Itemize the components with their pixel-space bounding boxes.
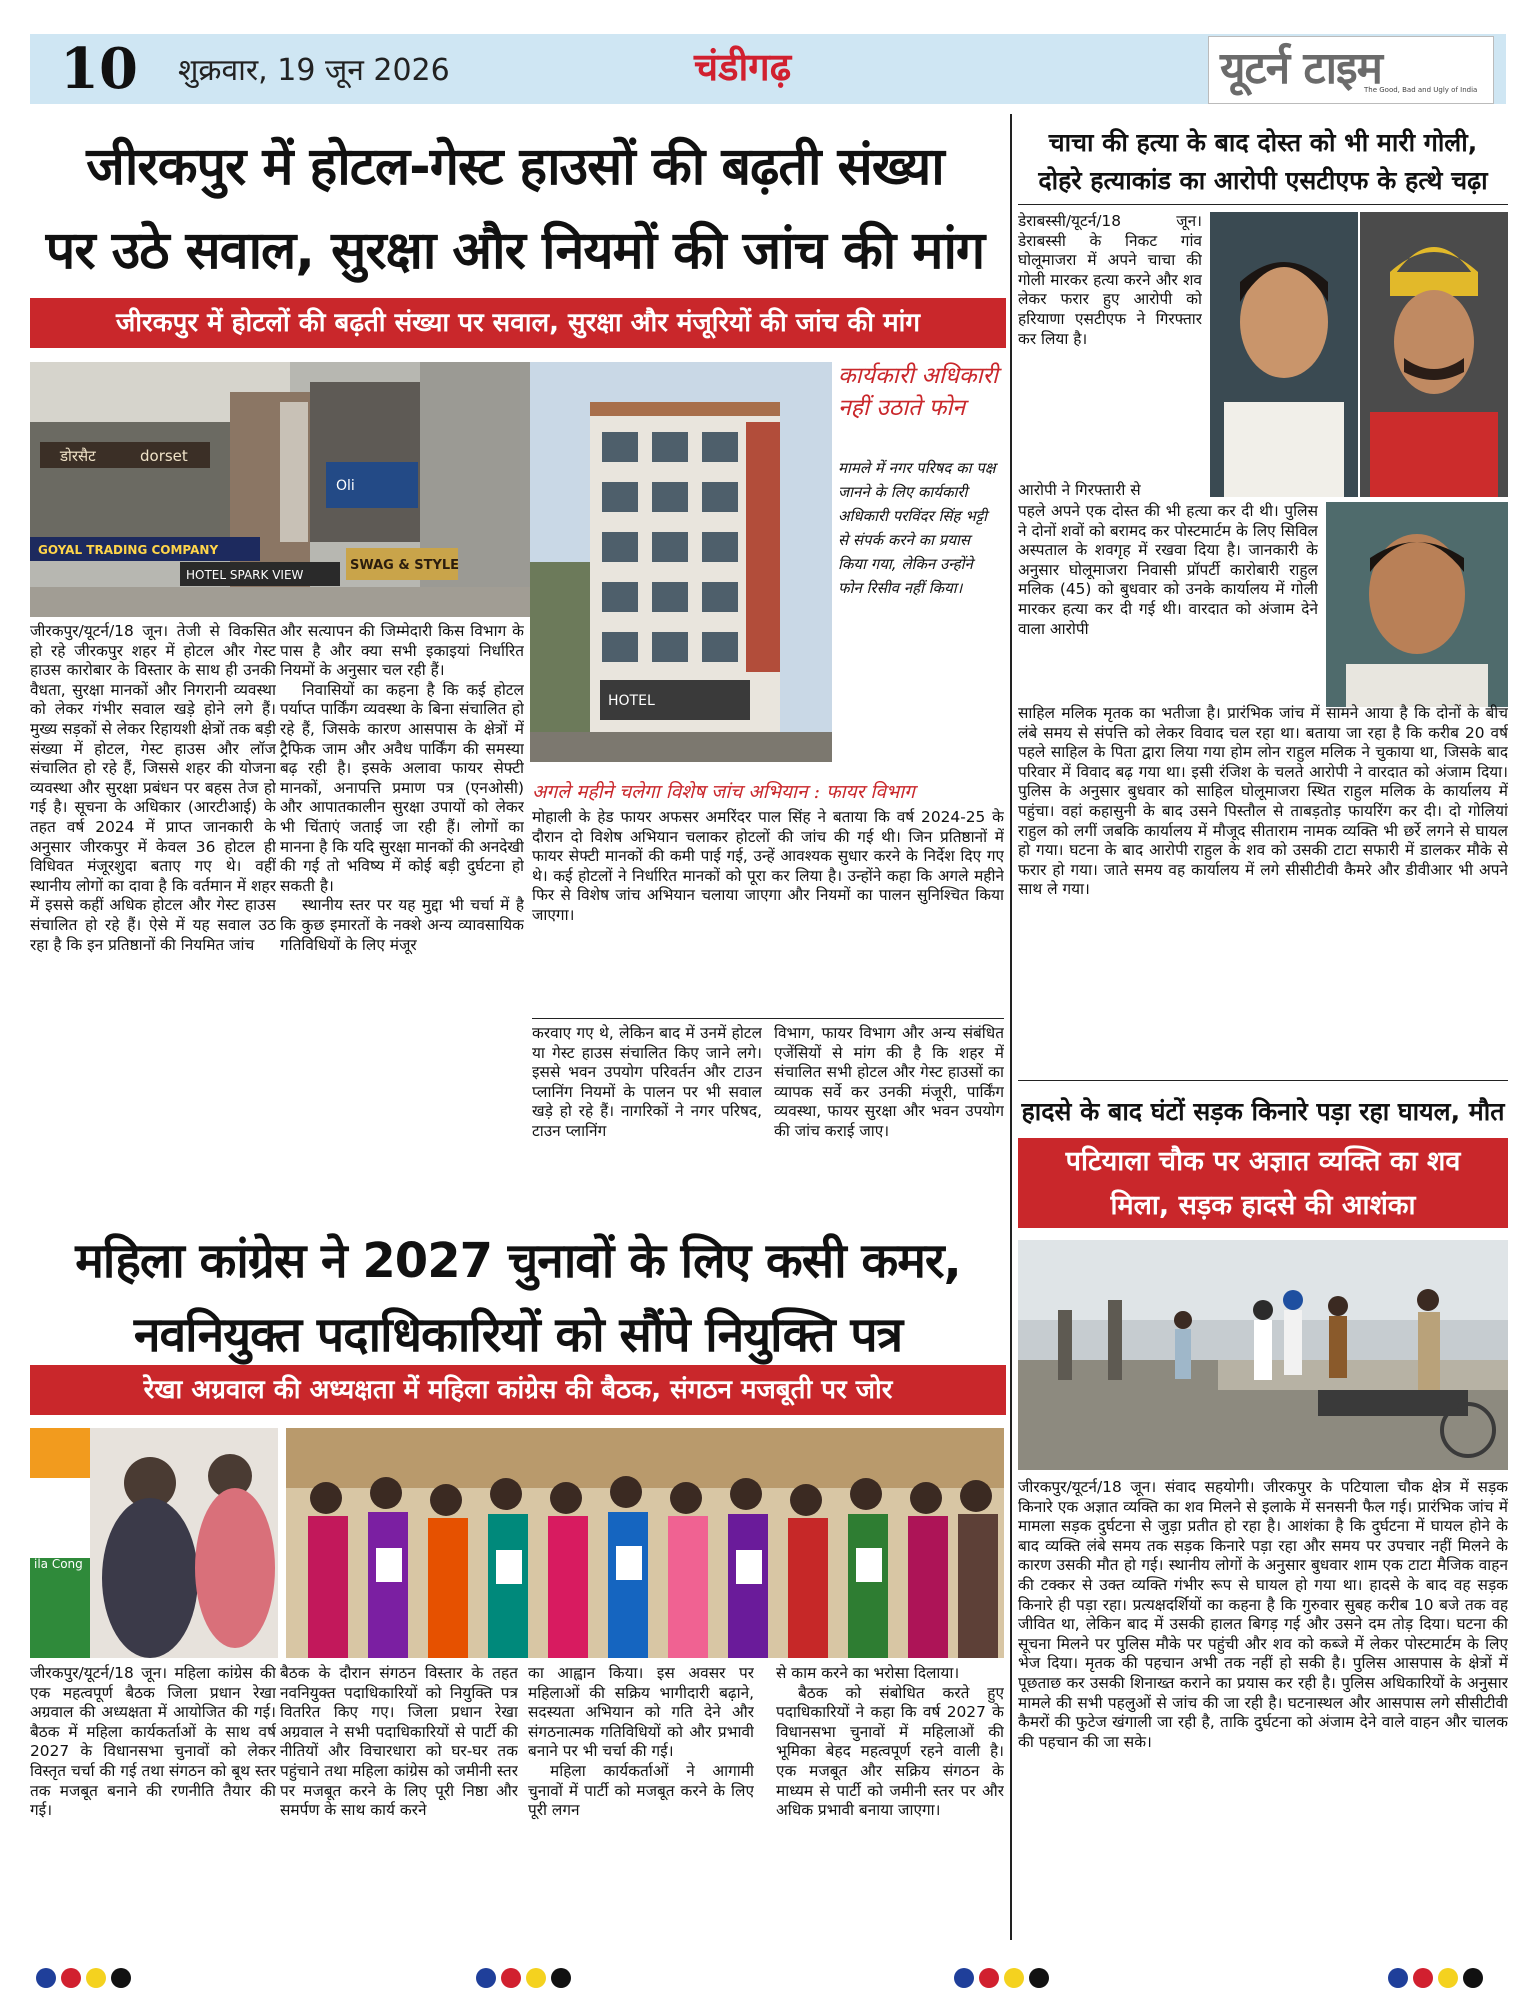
story1-column2 bbox=[280, 622, 524, 1202]
reg-dot bbox=[979, 1968, 999, 1988]
reg-dot bbox=[61, 1968, 81, 1988]
story3-body-mid bbox=[1018, 481, 1202, 501]
reg-dot bbox=[1438, 1968, 1458, 1988]
reg-dot bbox=[1004, 1968, 1024, 1988]
story2-column3 bbox=[528, 1664, 754, 1934]
reg-dot bbox=[476, 1968, 496, 1988]
issue-date: शुक्रवार, 19 जून 2026 bbox=[178, 53, 450, 88]
sign-goyal: GOYAL TRADING COMPANY bbox=[38, 543, 219, 557]
banner-text: ila Cong bbox=[34, 1557, 83, 1571]
group-photo bbox=[286, 1428, 1004, 1658]
pull-quote-body: मामले में नगर परिषद का पक्ष जानने के लिए कार्यकारी अधिकारी परविंदर सिंह भट्टी से संपर्क करने का प्रयास किया गया, लेकिन उन्होंने फोन रिसीव नहीं किया। bbox=[838, 459, 996, 597]
sign-swag: SWAG & STYLE bbox=[350, 558, 460, 573]
story2-col4-para2: बैठक को संबोधित करते हुए पदाधिकारियों ने कहा कि वर्ष 2027 के विधानसभा चुनावों में महिलाओं की भूमिका बेहद महत्वपूर्ण रहने वाली है। एक मजबूत और सक्रिय संगठन के माध्यम से पार्टी को जमीनी स्तर पर और अधिक प्रभावी बनाया जाएगा। bbox=[776, 1683, 1004, 1820]
story2-column4 bbox=[776, 1664, 1004, 1934]
story2-headline-line1: महिला कांग्रेस ने 2027 चुनावों के लिए कसी कमर, bbox=[75, 1233, 961, 1289]
fire-dept-subheading: अगले महीने चलेगा विशेष जांच अभियान : फायर विभाग bbox=[532, 781, 915, 803]
story3-wide-text: साहिल मलिक मृतक का भतीजा है। प्रारंभिक जांच में सामने आया है कि दोनों के बीच लंबे समय से संपत्ति को लेकर विवाद चल रहा था। बताया जा रहा है कि करीब 20 वर्ष पहले साहिल के पिता द्वारा लिया गया होम लोन राहुल मलिक ने चुकाया था, जिसके बाद परिवार में विवाद बढ़ गया था। इसी रंजिश के चलते आरोपी ने वारदात को अंजाम दिया। पुलिस के अनुसार बुधवार को साहिल घोलूमाजरा स्थित राहुल मलिक के कार्यालय में पहुंचा। वहां कहासुनी के बाद उसने पिस्तौल से ताबड़तोड़ फायरिंग कर दी। दो गोलियां राहुल को लगीं जबकि कार्यालय में मौजूद सीताराम नामक व्यक्ति भी छर्रे लगने से घायल हो गया। घटना के बाद आरोपी राहुल के शव को उसकी टाटा सफारी में डालकर मौके से फरार हो गया। जाते समय वह कार्यालय में लगे सीसीटीवी कैमरे और डीवीआर भी अपने साथ ले गया। bbox=[1018, 704, 1508, 899]
story4-subheadline-line2: मिला, सड़क हादसे की आशंका bbox=[1110, 1190, 1416, 1221]
story3-headline-line2: दोहरे हत्याकांड का आरोपी एसटीएफ के हत्थे चढ़ा bbox=[1038, 166, 1488, 195]
story2-col2-text: बैठक के दौरान संगठन विस्तार के तहत नवनियुक्त पदाधिकारियों को नियुक्ति पत्र वितरित किए गए। जिला प्रधान रेखा अग्रवाल ने सभी पदाधिकारियों से पार्टी की नीतियों और विचारधारा को घर-घर तक पहुंचाने तथा महिला कांग्रेस को जमीनी स्तर पर मजबूत करने के लिए पूरी निष्ठा और समर्पण के साथ कार्य करने bbox=[280, 1664, 518, 1820]
registration-marks-4 bbox=[1388, 1968, 1488, 1988]
story1-headline bbox=[30, 125, 1000, 293]
story3-headline bbox=[1018, 124, 1508, 200]
story1-column3 bbox=[532, 1024, 762, 1204]
reg-dot bbox=[954, 1968, 974, 1988]
story2-headline bbox=[30, 1224, 1006, 1372]
sign-oli: Oli bbox=[336, 478, 355, 494]
story3-headline-line1: चाचा की हत्या के बाद दोस्त को भी मारी गोली, bbox=[1048, 128, 1478, 157]
suspect-photo bbox=[1326, 502, 1508, 707]
reg-dot bbox=[1388, 1968, 1408, 1988]
story1-col2-para3: स्थानीय स्तर पर यह मुद्दा भी चर्चा में है कि कुछ इमारतों के नक्शे अन्य व्यावसायिक गतिविधियों के लिए मंजूर bbox=[280, 896, 524, 954]
story4-headline: हादसे के बाद घंटों सड़क किनारे पड़ा रहा घायल, मौत bbox=[1021, 1097, 1505, 1126]
hotel-street-photo bbox=[30, 362, 532, 617]
registration-marks-3 bbox=[954, 1968, 1054, 1988]
victim-photo-1 bbox=[1210, 212, 1358, 497]
story4-body bbox=[1018, 1478, 1508, 1934]
sign-spark-view: HOTEL SPARK VIEW bbox=[186, 568, 304, 582]
story4-subheadline bbox=[1018, 1138, 1508, 1228]
story1-headline-line1: जीरकपुर में होटल-गेस्ट हाउसों की बढ़ती संख्या bbox=[86, 137, 944, 197]
page-number: 10 bbox=[60, 36, 138, 102]
registration-marks-2 bbox=[476, 1968, 576, 1988]
story3-narrow2-text: पहले अपने एक दोस्त की भी हत्या कर दी थी। पुलिस ने दोनों शवों को बरामद कर पोस्टमार्टम के लिए सिविल अस्पताल के शवगृह में रखवा दिया है। जानकारी के अनुसार घोलूमाजरा निवासी प्रॉपर्टी कारोबारी राहुल मलिक (45) को बुधवार को उनके कार्यालय में गोली मारकर हत्या कर दी गई थी। वारदात को अंजाम देने वाला आरोपी bbox=[1018, 502, 1318, 638]
story1-column1 bbox=[30, 622, 276, 1202]
reg-dot bbox=[1029, 1968, 1049, 1988]
story4-subheadline-line1: पटियाला चौक पर अज्ञात व्यक्ति का शव bbox=[1065, 1146, 1461, 1177]
sign-dorset: dorset bbox=[140, 447, 188, 465]
story1-col2-para2: निवासियों का कहना है कि कई होटल पर्याप्त पार्किंग व्यवस्था के बिना संचालित हो रहे हैं, जिसके कारण आसपास के क्षेत्रों में ट्रैफिक जाम और अवैध पार्किंग की समस्या बढ़ रही है। इसके अलावा फायर सेफ्टी मानकों, अनापत्ति प्रमाण पत्र (एनओसी) और आपातकालीन सुरक्षा उपायों को लेकर भी चिंताएं जताई जा रही हैं। लोगों का मानना है कि यदि सुरक्षा मानकों की अनदेखी की गई तो भविष्य में कोई बड़ी दुर्घटना हो सकती है। bbox=[280, 680, 524, 895]
hotel-building-photo bbox=[530, 362, 832, 762]
story3-rule bbox=[1018, 204, 1508, 205]
story4-text: जीरकपुर/यूटर्न/18 जून। संवाद सहयोगी। जीरकपुर के पटियाला चौक क्षेत्र में सड़क किनारे एक अज्ञात व्यक्ति का शव मिलने से इलाके में सनसनी फैल गई। प्रारंभिक जांच में मामला सड़क दुर्घटना से जुड़ा प्रतीत हो रहा है। आशंका है कि दुर्घटना में घायल होने के बाद व्यक्ति लंबे समय तक सड़क किनारे पड़ा रहा और समय पर उपचार नहीं मिलने के कारण उसकी मौत हो गई। स्थानीय लोगों के अनुसार बुधवार शाम एक टाटा मैजिक वाहन की टक्कर से उक्त व्यक्ति गंभीर रूप से घायल हो गया था। हादसे के बाद वह सड़क किनारे ही पड़ा रहा। प्रत्यक्षदर्शियों का कहना है कि गुरुवार सुबह करीब 10 बजे तक वह जीवित था, लेकिन बाद में उसकी हालत बिगड़ गई और उसने दम तोड़ दिया। घटना की सूचना मिलने पर पुलिस मौके पर पहुंची और शव को कब्जे में लेकर पोस्टमार्टम के लिए भेज दिया। मृतक की पहचान अभी तक नहीं हो सकी है। पुलिस आसपास के क्षेत्रों में पूछताछ कर उसकी शिनाख्त कराने का प्रयास कर रही है। पुलिस अधिकारियों के अनुसार मामले की सभी पहलुओं से जांच की जा रही है। घटनास्थल और आसपास लगे सीसीटीवी कैमरों की फुटेज खंगाली जा रही है, ताकि दुर्घटना को अंजाम देने वाले वाहन और चालक की पहचान की जा सके। bbox=[1018, 1478, 1508, 1751]
section-rule bbox=[532, 1018, 1004, 1019]
story2-column2 bbox=[280, 1664, 518, 1934]
story1-headline-line2: पर उठे सवाल, सुरक्षा और नियमों की जांच की मांग bbox=[45, 221, 985, 281]
speaker-photo bbox=[30, 1428, 278, 1658]
section-city: चंडीगढ़ bbox=[694, 45, 792, 89]
fire-dept-body bbox=[532, 808, 1004, 1018]
story4-rule bbox=[1018, 1080, 1508, 1081]
logo-tagline: The Good, Bad and Ugly of India bbox=[1364, 86, 1478, 94]
reg-dot bbox=[551, 1968, 571, 1988]
story3-body-narrow2 bbox=[1018, 502, 1318, 700]
story1-col4-text: विभाग, फायर विभाग और अन्य संबंधित एजेंसियों से मांग की है कि शहर में संचालित सभी होटल और गेस्ट हाउसों का व्यापक सर्वे कर उनकी मंजूरी, पार्किंग व्यवस्था, फायर सुरक्षा और भवन उपयोग की जांच कराई जाए। bbox=[774, 1024, 1004, 1140]
reg-dot bbox=[111, 1968, 131, 1988]
story1-column4 bbox=[774, 1024, 1004, 1204]
reg-dot bbox=[36, 1968, 56, 1988]
reg-dot bbox=[501, 1968, 521, 1988]
reg-dot bbox=[1463, 1968, 1483, 1988]
story2-headline-line2: नवनियुक्त पदाधिकारियों को सौंपे नियुक्ति पत्र bbox=[133, 1307, 903, 1363]
story1-subheadline: जीरकपुर में होटलों की बढ़ती संख्या पर सवाल, सुरक्षा और मंजूरियों की जांच की मांग bbox=[30, 298, 1006, 348]
story2-col4-para1: से काम करने का भरोसा दिलाया। bbox=[776, 1664, 960, 1682]
reg-dot bbox=[526, 1968, 546, 1988]
logo: यूटर्न टाइम bbox=[1220, 43, 1382, 94]
story2-column1 bbox=[30, 1664, 276, 1934]
accident-scene-photo bbox=[1018, 1240, 1508, 1470]
registration-marks-1 bbox=[36, 1968, 136, 1988]
story3-narrow1-text: डेराबस्सी/यूटर्न/18 जून। डेराबस्सी के निकट गांव घोलूमाजरा में अपने चाचा की गोली मारकर हत्या करने और शव लेकर फरार हुए आरोपी को हरियाणा एसटीएफ ने गिरफ्तार कर लिया है। bbox=[1018, 212, 1202, 348]
story2-col3-para1: का आह्वान किया। इस अवसर पर महिलाओं की सक्रिय भागीदारी बढ़ाने, सदस्यता अभियान को गति देने और संगठनात्मक गतिविधियों को और प्रभावी बनाने पर भी चर्चा की गई। bbox=[528, 1664, 754, 1761]
story1-col1-text: जीरकपुर/यूटर्न/18 जून। तेजी से विकसित हो रहे जीरकपुर शहर में होटल और गेस्ट हाउस कारोबार के विस्तार के साथ ही उनकी वैधता, सुरक्षा मानकों और निगरानी व्यवस्था को लेकर गंभीर सवाल खड़े होने लगे हैं। मुख्य सड़कों से लेकर रिहायशी क्षेत्रों तक बड़ी संख्या में होटल, गेस्ट हाउस और लॉज संचालित हो रहे हैं, जिससे शहर की योजना व्यवस्था और सुरक्षा प्रबंधन पर बहस तेज हो गई है। सूचना के अधिकार (आरटीआई) के तहत वर्ष 2024 में प्राप्त जानकारी के अनुसार जीरकपुर में केवल 36 होटल ही विधिवत मंजूरशुदा बताए गए थे। वहीं स्थानीय लोगों का दावा है कि वर्तमान में शहर में इससे कहीं अधिक होटल और गेस्ट हाउस संचालित हो रहे हैं। ऐसे में यह सवाल उठ रहा है कि इन प्रतिष्ठानों की नियमित जांच bbox=[30, 622, 276, 954]
story3-mid-text: आरोपी ने गिरफ्तारी से bbox=[1018, 481, 1141, 499]
column-divider bbox=[1010, 114, 1012, 1940]
pull-quote-heading: कार्यकारी अधिकारी नहीं उठाते फोन bbox=[838, 363, 998, 421]
sign-dorset-hindi: डोरसैट bbox=[60, 447, 96, 465]
reg-dot bbox=[86, 1968, 106, 1988]
fire-dept-text: मोहाली के हेड फायर अफसर अमरिंदर पाल सिंह ने बताया कि वर्ष 2024-25 के दौरान दो विशेष अभियान चलाकर होटलों की जांच की गई थी। जिन प्रतिष्ठानों में फायर सेफ्टी मानकों की कमी पाई गई, उन्हें आवश्यक सुधार करने के निर्देश दिए गए थे। कई होटलों ने निर्धारित मानकों को पूरा कर लिया है। उन्होंने कहा कि अगले महीने फिर से विशेष जांच अभियान चलाया जाएगा और नियमों का पालन सुनिश्चित किया जाएगा। bbox=[532, 808, 1004, 924]
story1-col3-text: करवाए गए थे, लेकिन बाद में उनमें होटल या गेस्ट हाउस संचालित किए जाने लगे। इससे भवन उपयोग परिवर्तन और टाउन प्लानिंग नियमों के पालन पर भी सवाल खड़े हो रहे हैं। नागरिकों ने नगर परिषद, टाउन प्लानिंग bbox=[532, 1024, 762, 1140]
sign-hotel: HOTEL bbox=[608, 693, 655, 709]
story3-body-wide bbox=[1018, 704, 1508, 1068]
story2-subheadline: रेखा अग्रवाल की अध्यक्षता में महिला कांग्रेस की बैठक, संगठन मजबूती पर जोर bbox=[30, 1365, 1006, 1415]
reg-dot bbox=[1413, 1968, 1433, 1988]
story1-col2-para1: और सत्यापन की जिम्मेदारी किस विभाग के पास है और क्या सभी इकाइयां निर्धारित नियमों के अनुसार चल रही हैं। bbox=[280, 622, 524, 680]
story2-col1-text: जीरकपुर/यूटर्न/18 जून। महिला कांग्रेस की एक महत्वपूर्ण बैठक जिला प्रधान रेखा अग्रवाल की अध्यक्षता में आयोजित की गई। बैठक में महिला कार्यकर्ताओं के साथ वर्ष 2027 के विधानसभा चुनावों को लेकर विस्तृत चर्चा की गई तथा संगठन को बूथ स्तर तक मजबूत बनाने की रणनीति तैयार की गई। bbox=[30, 1664, 276, 1820]
victim-photo-2 bbox=[1360, 212, 1508, 497]
story3-body-narrow1 bbox=[1018, 212, 1202, 477]
story2-col3-para2: महिला कार्यकर्ताओं ने आगामी चुनावों में पार्टी को मजबूत करने के लिए पूरी लगन bbox=[528, 1761, 754, 1820]
